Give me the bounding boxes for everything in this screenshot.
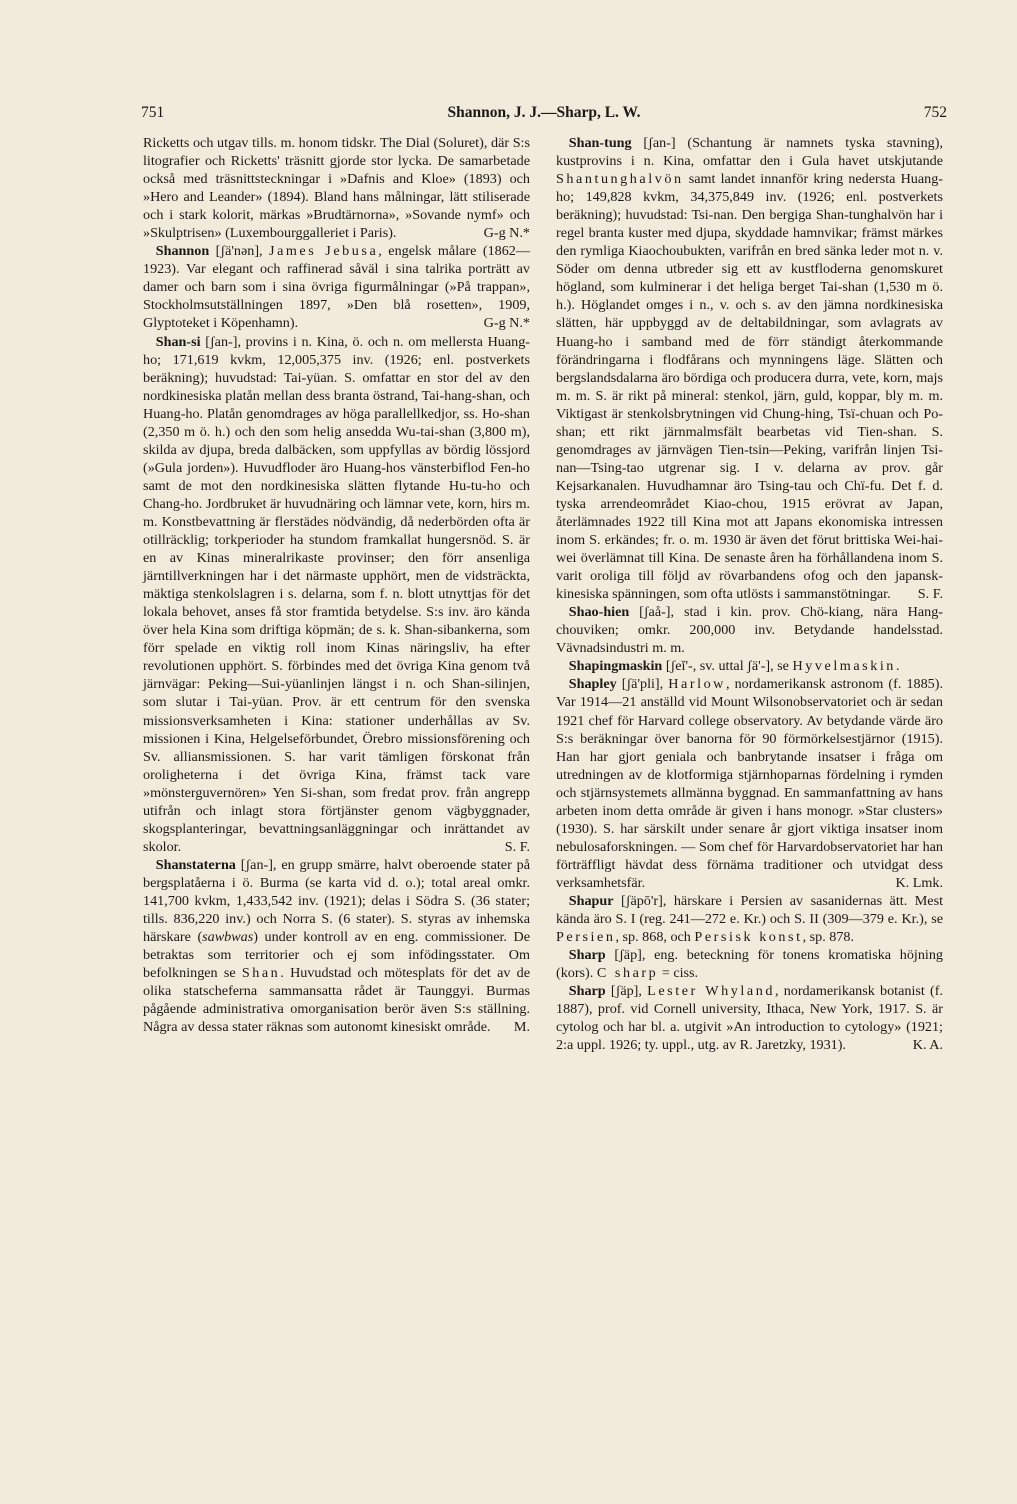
entry-text: , sp. 868, och: [615, 929, 695, 946]
entry-shapingmaskin: [556, 657, 943, 675]
entry-shao-hien: [556, 603, 943, 657]
entry-text: , nordamerikansk astronom (f. 1885). Var 1914—21 anställd vid Mount Wilsonobservatoriet och är sedan 1921 chef för Harvard college observatory. Av betydande värde äro S:s beräkningar över banorna för 90 förmörkelsestjärnor (1915). Han har gjort geniala och banbrytande insatser i fråga om utredningen av de klotformiga stjärnhoparnas fördelning i rymden och stjärnsystemets allmänna byggnad. En sammanfattning av hans arbeten inom detta område är given i hans monogr. »Star clusters» (1930). S. har särskilt under senare år gjort viktiga insatser inom nebulosaforskningen. — Som chef för Harvardobservatoriet har han förträffligt hävdat dess förnäma traditioner och utvidgat dess verksamhetsfär.: [556, 676, 943, 891]
entry-text: Ricketts och utgav tills. m. honom tidskr. The Dial (Soluret), där S:s litografier och Ricketts' träsnitt gjorde stor lycka. De samarbetade också med träsnittsteckningar i »Dafnis and Kloe» (1893) och »Hero and Leander» (1894). Bland hans målningar, lätt stiliserade och i stark kolorit, märkas »Brudtärnorna», »Sovande nymf» och »Skulptrisen» (Luxembourggalleriet i Paris).: [143, 135, 530, 242]
entry-text: [ʃaå-], stad i kin. prov. Chö-kiang, nära Hang-chouviken; omkr. 200,000 inv. Betydande handelsstad. Vävnadsindustri m. m.: [556, 604, 943, 657]
headword-sharp: Sharp: [568, 947, 606, 964]
person-name: James Jebusa: [269, 243, 379, 260]
entry-shannon: [143, 242, 530, 332]
spaced-term: Shantunghalvön: [556, 171, 684, 188]
entry-text: ) under kontroll av en eng. commissioner. De betraktas som territorier och ej som infödingsstater. Om befolkningen se: [143, 929, 530, 982]
cross-reference: Hyvelmaskin: [792, 658, 896, 675]
page-header: [141, 104, 947, 126]
entry-text: . Huvudstad och mötesplats för det av de olika statscheferna sammansatta rådet är Taunggyi. Burmas pågående administrativa omorganisation berör även S:s ställning. Några av dessa stater räknas som autonomt kinesiskt område.: [143, 965, 530, 1036]
italic-term: sawbwas: [202, 929, 254, 946]
headword-shanstaterna: Shanstaterna: [155, 856, 236, 873]
entry-signature: S. F.: [917, 586, 943, 603]
cross-reference: Persien: [556, 929, 616, 946]
entry-shanstaterna: [143, 856, 530, 1036]
entry-signature: G-g N.*: [483, 315, 530, 332]
headword-shapingmaskin: Shapingmaskin: [568, 658, 663, 675]
headword-shannon: Shannon: [155, 243, 210, 260]
entry-signature: S. F.: [504, 838, 530, 855]
entry-text: [ʃan-] (Schantung är namnets tyska stavning), kustprovins i n. Kina, omfattar den i Gula havet utskjutande: [556, 135, 943, 170]
entry-signature: M.: [513, 1019, 530, 1036]
entry-signature: K. A.: [912, 1037, 943, 1054]
entry-shapley: [556, 675, 943, 892]
entry-signature: G-g N.*: [483, 225, 530, 242]
entry-shapur: [556, 892, 943, 946]
left-column: [143, 134, 530, 1036]
entry-text: [ʃeĭ'-, sv. uttal ʃä'-], se: [662, 658, 793, 675]
headword-sharp: Sharp: [568, 983, 606, 1000]
entry-sharp-botanist: [556, 982, 943, 1054]
entry-sharp-music: [556, 946, 943, 982]
entry-text: [ʃäpō'r], härskare i Persien av sasanidernas ätt. Mest kända äro S. I (reg. 241—272 e. Kr.) och S. II (309—379 e. Kr.), se: [556, 892, 943, 928]
entry-shan-tung: [556, 134, 943, 603]
entry-text: [ʃäp], eng. beteckning för tonens kromatiska höjning (kors).: [556, 947, 943, 982]
cross-reference: Shan: [241, 965, 281, 982]
running-title: Shannon, J. J.—Sharp, L. W.: [447, 104, 641, 121]
entry-text: samt landet innanför kring nedersta Huang-ho; 149,828 kvkm, 34,375,849 inv. (1926; enl. postverkets beräkning); huvudstad: Tsi-nan. Den bergiga Shan-tunghalvön har i regel branta kuster med djupa, skyddade hamnvikar; främst märkes den rymliga Kiaochoubukten, varifrån en bred sänka leder mot n. v. Söder om denna utbreder sig ett av kustfloderna genomskuret högland, som kulminerar i det heliga berget Tai-shan (1,530 m ö. h.). Höglandet omges i n., v. och s. av den jämna nordkinesiska slätten, här uppbyggd av de deltabildningar, som avlagrats av Huang-ho i samband med de förr ständigt återkommande förändringarna i flodfårans och mynningens läge. Slätten och bergslandsdalarna äro bördiga och producera durra, vete, korn, majs m. m. S. är rikt på mineral: stenkol, järn, guld, koppar, bly m. m. Viktigast är stenkolsbrytningen vid Chung-hing, Tsï-chuan och Po-shan; ett rikt järnmalmsfält bearbetas vid Tien-shan. S. genomdrages av järnvägen Tien-tsin—Peking, varifrån linjen Tsi-nan—Tsing-tao utgrenar sig. I v. delarna av prov. går Kejsarkanalen. Huvudhamnar äro Tsing-tau och Chï-fu. Det f. d. tyska arrendeområdet Kiao-chou, 1915 erövrat av Japan, återlämnades 1922 till Kina mot att Japans ekonomiska intressen inom S. erkändes; fr. o. m. 1930 är även det förut brittiska Wei-hai-wei överlämnat till Kina. De senaste åren ha förhållandena inom S. varit oroliga till följd av rövarbandens ofog och den japansk-kinesiska spänningen, som ofta utlösts i sammanstötningar.: [556, 171, 943, 603]
entry-signature: K. Lmk.: [895, 874, 943, 891]
page-number-left: 751: [141, 104, 165, 121]
entry-shan-si: [143, 333, 530, 856]
person-name: Harlow: [668, 676, 726, 693]
headword-shapley: Shapley: [568, 676, 617, 693]
headword-shao-hien: Shao-hien: [568, 604, 630, 621]
person-name: Lester Whyland: [647, 983, 775, 1000]
entry-text: [ʃan-], en grupp smärre, halvt oberoende stater på bergsplatåerna i ö. Burma (se karta vid d. o.); total areal omkr. 141,700 kvkm, 1,433,542 inv. (1921); delas i Södra S. (36 stater; tills. 836,220 inv.) och Norra S. (6 stater). S. styras av inhemska härskare (: [143, 856, 530, 946]
cross-reference: Persisk konst: [694, 929, 803, 946]
entry-text: , engelsk målare (1862—1923). Var elegant och raffinerad såväl i sina talrika porträtt av damer och barn som i sina övriga figurmålningar (»På trappan», Stockholmsutställningen 1897, »Den blå rosetten», 1909, Glyptoteket i Köpenhamn).: [143, 243, 530, 332]
entry-text: = ciss.: [658, 965, 699, 982]
page-number-right: 752: [923, 104, 947, 121]
headword-shan-tung: Shan-tung: [568, 135, 632, 151]
entry-text: [ʃan-], provins i n. Kina, ö. och n. om mellersta Huang-ho; 171,619 kvkm, 12,005,375 inv. (1926; enl. postverkets beräkning); huvudstad: Tai-yüan. S. omfattar en stor del av den nordkinesiska platån mellan dess branta östrand, Tai-hang-shan, och Huang-ho. Platån genomdrages av höga parallellkedjor, ss. Ho-shan (2,350 m ö. h.) och den som helig ansedda Wu-tai-shan (3,800 m), skilda av djupa, breda dalbäcken, som uppfyllas av bördig lössjord (»Gula jorden»). Huvudfloder äro Huang-hos vänsterbiflod Fen-ho samt de mot den nordkinesiska slätten flytande Hu-tu-ho och Chang-ho. Jordbruket är huvudnäring och lämnar vete, korn, hirs m. m. Konstbevattning är flerstädes nödvändig, då nederbörden ofta är otillräcklig; torkperioder ha stundom framkallat hungersnöd. S. är en av Kinas mineralrikaste provinser; den förr ansenliga järntillverkningen har i det närmaste upphört, men de vidsträckta, mäktiga stenkolslagren i s. delarna, som f. n. blott utnyttjas för det lokala behovet, anses få stor framtida betydelse. S:s inv. äro kända över hela Kina som driftiga köpmän; de s. k. Shan-sibankerna, som förr spelade en viktig roll inom Kinas näringsliv, ha efter revolutionen upphört. S. förbindes med det övriga Kina genom två järnvägar: Peking—Sui-yüanlinjen längst i n. och Shan-silinjen, som slutar i Tai-yüan. Prov. är ett centrum för den svenska missionsverksamheten i Kina: stationer underhållas av Sv. missionen i Kina, Helgelseförbundet, Örebro missionsförening och Sv. alliansmissionen. S. har varit tämligen förskonat från oroligheterna i det övriga Kina, främst tack vare »mönsterguvernören» Yen Si-shan, som fredat prov. från angrepp utifrån och inlagt stora förtjänster genom vägbyggnader, skogsplanteringar, bevattningsanläggningar och inrättandet av skolor.: [143, 333, 530, 855]
headword-shapur: Shapur: [568, 892, 614, 909]
right-column: [556, 134, 943, 1054]
entry-text: , sp. 878.: [802, 929, 855, 946]
pronunciation: [ʃä'nən],: [209, 243, 270, 260]
entry-text: .: [895, 658, 900, 675]
cross-reference: C sharp: [596, 965, 659, 982]
entry-ricketts-continuation: [143, 134, 530, 242]
headword-shan-si: Shan-si: [155, 333, 201, 350]
entry-text: , nordamerikansk botanist (f. 1887), prof. vid Cornell university, Ithaca, New York, 1917. S. är cytolog och har bl. a. utgivit »An introduction to cytology» (1921; 2:a uppl. 1926; ty. uppl., utg. av R. Jaretzky, 1931).: [556, 983, 943, 1054]
pronunciation: [ʃä'pli],: [616, 676, 669, 693]
pronunciation: [ʃäp],: [605, 983, 648, 1000]
